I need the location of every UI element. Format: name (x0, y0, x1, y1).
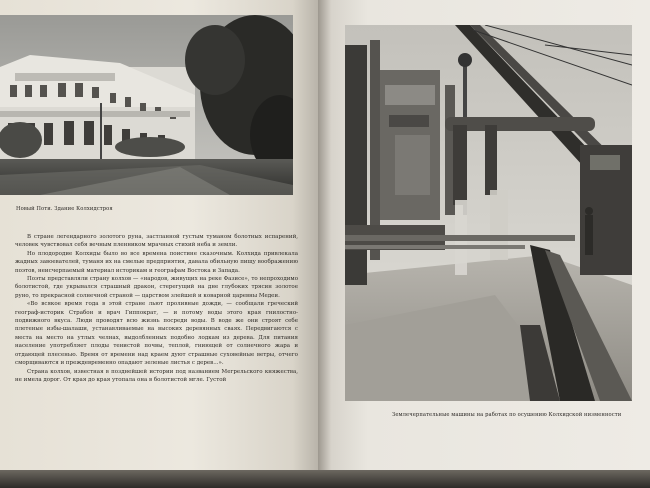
photo-dredging-machines-image (345, 25, 632, 401)
photo-poti-building-image (0, 15, 293, 195)
table-surface (0, 470, 650, 488)
paragraph: В стране легендарного золотого руна, застланной густым туманом болотных испарений, человек чувствовал себя вечным пленником мрачных стихий неба и земли. (15, 234, 298, 249)
left-photo-caption: Новый Поти. Здание Колхидстроя (16, 206, 113, 212)
paragraph: Поэты представляли страну колхов — «народов, живущих на реке Фазисе», то непроходимо болотистой, где укрывался страшный дракон, стерегущий на дне глубоких трясин золотое руно, то прекрасной солнечной страной — царством злейшей и коварной царевны Медеи. (15, 276, 298, 299)
paragraph: «Во всякое время года в этой стране льют проливные дожди, — сообщали греческий географ-историк Страбон и врач Гиппократ, — и потому воды этого края гнилостно-подвижного вкуса. Люди проводят всю жизнь посреди воды. В воде же они строят себе плетеные избы-шалаши, устанавливаемые на высоких деревянных сваях. Передвигаются с места на место на утлых челнах, выдолбленных подобно лодкам из дерева. Для питания население употребляет плоды тенистой почвы, теплой, гниющей от солнечного жара и отдающей плесенью. Время от времени над краем дуют страшные суховейные ветры, отчего сморщиваются и преждевременно опадают зеленые листья с дерев...». (15, 301, 298, 367)
paragraph: Страна колхов, известная в позднейшей истории под названием Мегрельского княжества, не имела дорог. От края до края утопала она в болотистой мгле. Густой (15, 368, 298, 383)
photo-dredging-machines (345, 25, 632, 401)
paragraph: Но плодородие Колхиды было во все времена поистине сказочным. Колхида привлекала жадных завоевателей, туманя их на смелые предприятия, давала обильную пищу воображению поэтов, неисчерпаемый материал историкам и географам Востока и Запада. (15, 250, 298, 274)
right-photo-caption: Землечерпательные машины на работах по осушению Колхидской низменности (392, 412, 622, 418)
left-page (0, 0, 318, 488)
body-text (15, 233, 298, 384)
photo-poti-building (0, 15, 293, 195)
